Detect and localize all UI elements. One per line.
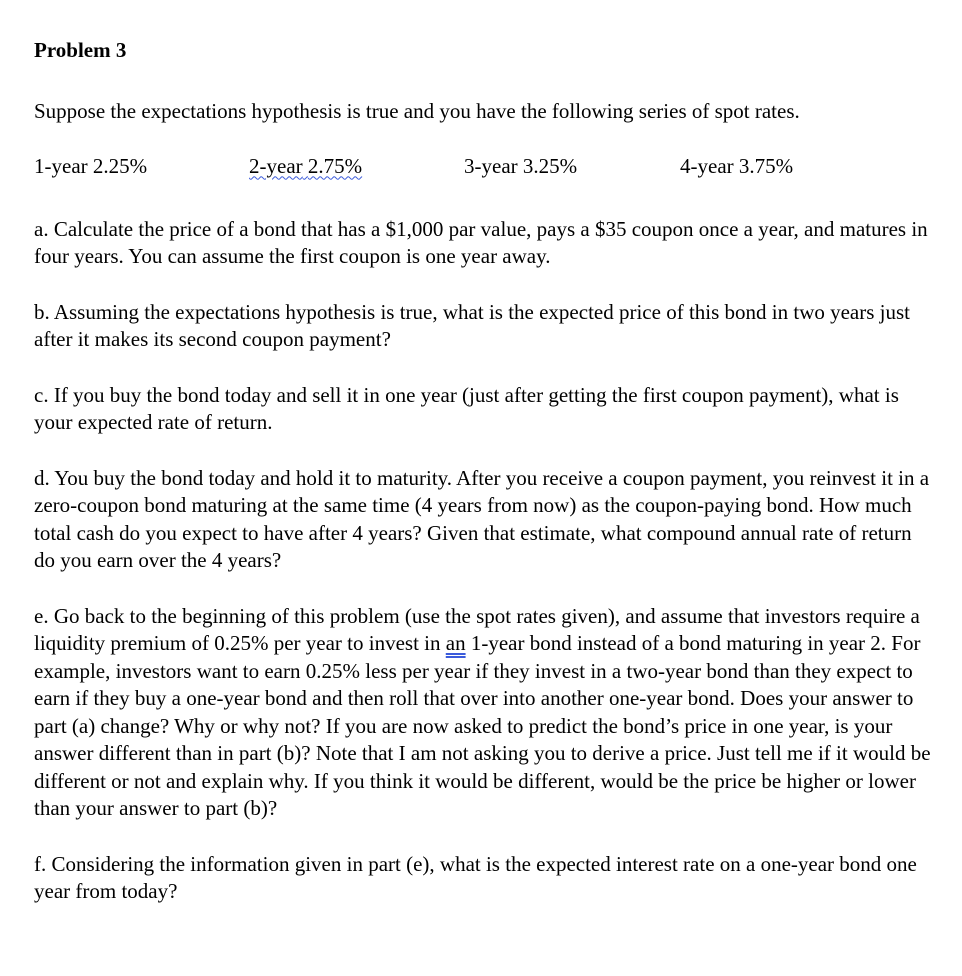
question-b: b. Assuming the expectations hypothesis is true, what is the expected price of this bond in two years just after it makes its second coupon payment?	[34, 299, 911, 351]
spot-rate-4-year: 4-year 3.75%	[680, 153, 794, 178]
spot-rate-3-year: 3-year 3.25%	[464, 153, 578, 178]
question-f: f. Considering the information given in part (e), what is the expected interest rate on a one-year bond one year from today?	[34, 851, 917, 903]
question-a: a. Calculate the price of a bond that has a $1,000 par value, pays a $35 coupon once a year, and matures in four years. You can assume the first coupon is one year away.	[34, 216, 928, 268]
question-c: c. If you buy the bond today and sell it in one year (just after getting the first coupon payment), what is your expected rate of return.	[34, 382, 899, 434]
question-e	[34, 603, 934, 823]
problem-title: Problem 3	[34, 38, 127, 62]
spot-rate-2-year	[249, 152, 464, 180]
document-page	[34, 36, 934, 906]
intro-paragraph: Suppose the expectations hypothesis is true and you have the following series of spot rates.	[34, 99, 800, 123]
spot-rates-row	[34, 152, 934, 180]
spot-rate-1-year: 1-year 2.25%	[34, 153, 148, 178]
question-e-text-start: e. Go back to the beginning of this problem (use the spot rates given), and assume that investors require a liquidity premium of 0.25% per year to invest in	[34, 603, 920, 655]
question-d: d. You buy the bond today and hold it to maturity. After you receive a coupon payment, you reinvest it in a zero-coupon bond maturing at the same time (4 years from now) as the coupon-paying bond. How much total cash do you expect to have after 4 years? Given that estimate, what compound annual rate of return do you earn over the 4 years?	[34, 465, 930, 572]
question-e-text-end: 1-year bond instead of a bond maturing in year 2. For example, investors want to earn 0.25% less per year if they invest in a two-year bond than they expect to earn if they buy a one-year bond and then roll that over into another one-year bond. Does your answer to part (a) change? Why or why not? If you are now asked to predict the bond’s price in one year, is your answer different than in part (b)? Note that I am not asking you to derive a price. Just tell me if it would be different or not and explain why. If you think it would be different, would be the price be higher or lower than your answer to part (b)?	[34, 631, 931, 820]
spelling-marked-text: 2-year 2.75%	[249, 153, 363, 178]
grammar-marked-word: an	[445, 631, 466, 655]
